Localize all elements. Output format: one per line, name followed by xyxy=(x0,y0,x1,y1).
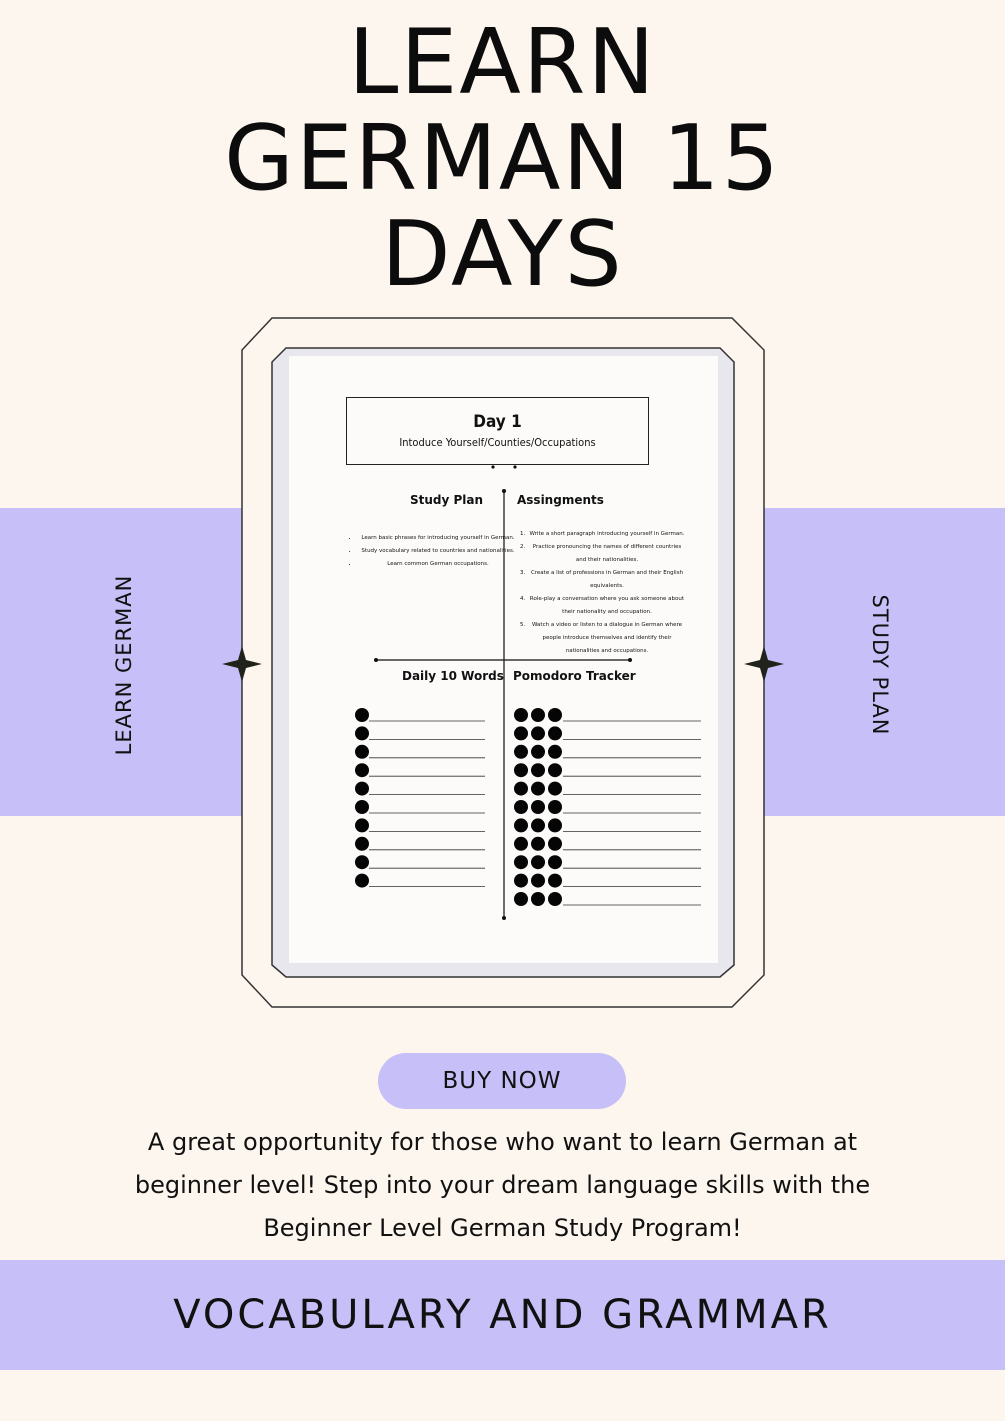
word-bullet xyxy=(355,763,369,777)
description-line: Beginner Level German Study Program! xyxy=(263,1214,742,1242)
pomodoro-dot xyxy=(531,818,545,832)
pomodoro-dot xyxy=(531,800,545,814)
pomodoro-rows xyxy=(514,708,701,906)
pomodoro-dot xyxy=(548,855,562,869)
pomodoro-dot xyxy=(514,726,528,740)
pomodoro-dot xyxy=(514,800,528,814)
pomodoro-dot xyxy=(514,818,528,832)
pomodoro-dot xyxy=(514,782,528,796)
description xyxy=(100,1121,905,1250)
word-bullet xyxy=(355,745,369,759)
pomodoro-heading: Pomodoro Tracker xyxy=(513,669,636,683)
pomodoro-dot xyxy=(514,708,528,722)
side-label-right: STUDY PLAN xyxy=(868,594,892,736)
pomodoro-dot xyxy=(531,745,545,759)
sheet-subtitle: Intoduce Yourself/Counties/Occupations xyxy=(399,436,596,449)
daily-words-rows xyxy=(355,708,485,888)
title-line-3: DAYS xyxy=(381,202,624,307)
footer-band xyxy=(0,1260,1005,1370)
daily-words-heading: Daily 10 Words xyxy=(402,669,504,683)
pomodoro-dot xyxy=(548,818,562,832)
pomodoro-dot xyxy=(548,726,562,740)
assignment-item: 1. Write a short paragraph introducing yourself in German. xyxy=(527,528,687,541)
description-line: A great opportunity for those who want to learn German at xyxy=(147,1128,858,1156)
study-plan-sheet xyxy=(289,356,718,963)
pomodoro-dot xyxy=(514,837,528,851)
pomodoro-dot xyxy=(548,800,562,814)
pomodoro-dot xyxy=(548,782,562,796)
description-line: beginner level! Step into your dream language skills with the xyxy=(134,1171,871,1199)
word-bullet xyxy=(355,782,369,796)
assignment-item: 2. Practice pronouncing the names of different countries and their nationalities. xyxy=(527,541,687,567)
word-bullet xyxy=(355,874,369,888)
study-plan-heading: Study Plan xyxy=(410,493,484,507)
pomodoro-dot xyxy=(531,782,545,796)
pomodoro-dot xyxy=(548,708,562,722)
study-plan-item: • Study vocabulary related to countries and nationalities. xyxy=(358,545,518,558)
pomodoro-dot xyxy=(531,874,545,888)
sheet-lines xyxy=(289,356,718,963)
assignments-heading: Assingments xyxy=(517,493,604,507)
word-bullet xyxy=(355,818,369,832)
side-label-left: LEARN GERMAN xyxy=(112,574,136,756)
sheet-day: Day 1 xyxy=(473,412,522,432)
word-bullet xyxy=(355,837,369,851)
assignments-list xyxy=(517,528,687,658)
study-plan-list xyxy=(344,532,518,571)
word-bullet xyxy=(355,708,369,722)
pomodoro-dot xyxy=(531,763,545,777)
word-bullet xyxy=(355,800,369,814)
pomodoro-dot xyxy=(531,837,545,851)
word-bullet xyxy=(355,855,369,869)
pomodoro-dot xyxy=(548,892,562,906)
assignment-item: 5. Watch a video or listen to a dialogue in German where people introduce themselves and identify their nationalities and occupations. xyxy=(527,619,687,658)
pomodoro-dot xyxy=(548,874,562,888)
pomodoro-dot xyxy=(514,874,528,888)
title-line-2: GERMAN 15 xyxy=(224,106,781,211)
pomodoro-dot xyxy=(548,837,562,851)
pomodoro-dot xyxy=(514,855,528,869)
pomodoro-dot xyxy=(514,763,528,777)
pomodoro-dot xyxy=(531,892,545,906)
pomodoro-dot xyxy=(514,745,528,759)
pomodoro-dot xyxy=(531,708,545,722)
assignment-item: 4. Role-play a conversation where you ask someone about their nationality and occupation. xyxy=(527,593,687,619)
title-line-1: LEARN xyxy=(348,10,657,115)
assignment-item: 3. Create a list of professions in German and their English equivalents. xyxy=(527,567,687,593)
buy-now-button[interactable]: BUY NOW xyxy=(378,1053,626,1109)
pomodoro-dot xyxy=(531,726,545,740)
footer-text: VOCABULARY AND GRAMMAR xyxy=(173,1292,832,1338)
word-bullet xyxy=(355,726,369,740)
study-plan-item: • Learn common German occupations. xyxy=(358,558,518,571)
study-plan-item: • Learn basic phrases for introducing yourself in German. xyxy=(358,532,518,545)
pomodoro-dot xyxy=(514,892,528,906)
pomodoro-dot xyxy=(548,745,562,759)
pomodoro-dot xyxy=(548,763,562,777)
pomodoro-dot xyxy=(531,855,545,869)
